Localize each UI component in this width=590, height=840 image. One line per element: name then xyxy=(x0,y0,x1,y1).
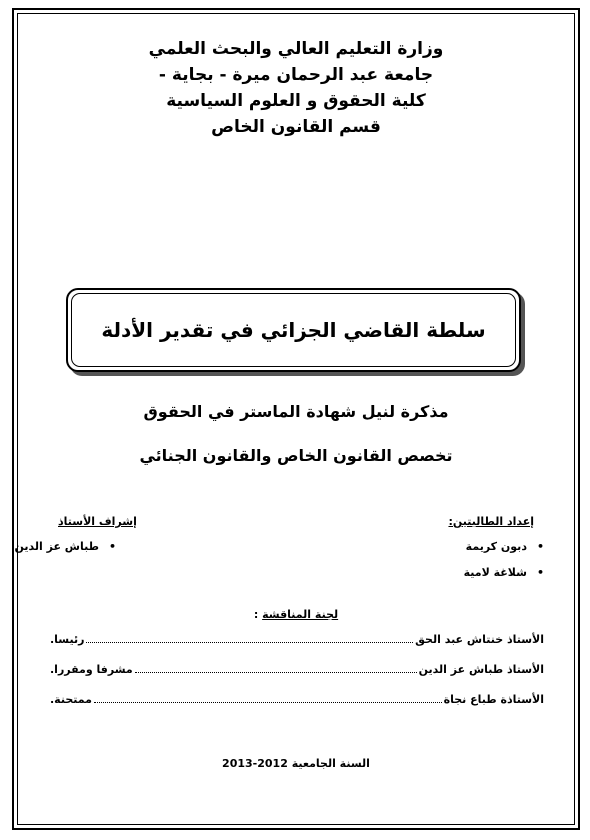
committee-title xyxy=(14,608,578,621)
member-name: الأستاذ خنتاش عبد الحق xyxy=(415,633,544,646)
student-name-2: • شلاغة لامية xyxy=(464,566,544,579)
faculty-name: كلية الحقوق و العلوم السياسية xyxy=(166,91,426,111)
degree-line-1: مذكرة لنيل شهادة الماستر في الحقوق xyxy=(143,402,449,421)
dotted-leader xyxy=(86,642,413,643)
member-name: الأستاذة طباع نجاة xyxy=(443,693,544,706)
dotted-leader xyxy=(135,672,417,673)
committee-member-row xyxy=(50,630,544,646)
ministry-name: وزارة التعليم العالي والبحث العلمي xyxy=(148,39,444,59)
member-name: الأستاذ طباش عز الدين xyxy=(418,663,544,676)
thesis-title-box xyxy=(66,288,521,372)
dotted-leader xyxy=(94,702,442,703)
committee-member-row xyxy=(50,690,544,706)
institution-header xyxy=(14,36,578,140)
page-border xyxy=(12,8,580,830)
degree-line-2: تخصص القانون الخاص والقانون الجنائي xyxy=(139,446,453,465)
committee-title-text: لجنة المناقشة xyxy=(262,608,339,621)
department-name: قسم القانون الخاص xyxy=(211,117,381,137)
university-name: جامعة عبد الرحمان ميرة - بجاية - xyxy=(158,65,434,85)
supervisor-name: • طباش عز الدين xyxy=(6,540,116,553)
member-role: مشرفا ومقررا. xyxy=(50,663,133,676)
committee-title-suffix: : xyxy=(253,608,263,621)
thesis-title: سلطة القاضي الجزائي في تقدير الأدلة xyxy=(101,318,486,342)
students-label: إعداد الطالبتين: xyxy=(448,515,534,528)
committee-member-row xyxy=(50,660,544,676)
student-name-1: • دبون كريمة xyxy=(466,540,544,553)
supervisor-label: إشراف الأستاذ xyxy=(58,515,137,528)
member-role: ممتحنة. xyxy=(50,693,92,706)
academic-year: السنة الجامعية 2012-2013 xyxy=(222,757,370,770)
member-role: رئيسا. xyxy=(50,633,85,646)
